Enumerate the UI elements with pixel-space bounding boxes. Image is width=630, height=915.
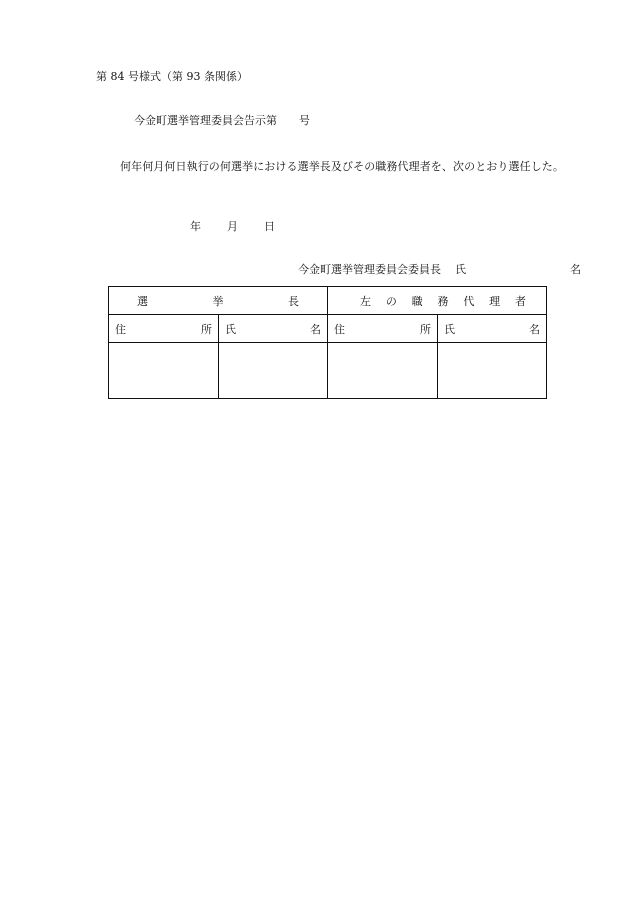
signer-name-2: 名 — [570, 263, 581, 276]
date-year: 年 — [190, 220, 201, 233]
group-header-row — [109, 287, 547, 315]
date-line — [190, 221, 275, 232]
appointment-table — [108, 286, 547, 399]
column-header-chief-name: 氏 名 — [219, 315, 328, 343]
chief-name-cell — [219, 343, 328, 399]
date-month: 月 — [227, 220, 238, 233]
deputy-address-cell — [328, 343, 438, 399]
column-header-deputy-name: 氏 名 — [438, 315, 547, 343]
form-number: 第 84 号様式（第 93 条関係） — [96, 70, 248, 83]
group-header-deputy: 左 の 職 務 代 理 者 — [328, 287, 547, 315]
column-header-chief-address: 住 所 — [109, 315, 219, 343]
signer-title: 今金町選挙管理委員会委員長 — [298, 263, 441, 276]
notice-title-prefix: 今金町選挙管理委員会告示第 — [134, 114, 277, 127]
column-header-row — [109, 315, 547, 343]
column-header-deputy-address: 住 所 — [328, 315, 438, 343]
table-row — [109, 343, 547, 399]
chief-address-cell — [109, 343, 219, 399]
notice-title — [134, 115, 310, 126]
deputy-name-cell — [438, 343, 547, 399]
body-text: 何年何月何日執行の何選挙における選挙長及びその職務代理者を、次のとおり選任した。 — [120, 160, 564, 173]
date-day: 日 — [264, 220, 275, 233]
signer-line — [298, 264, 581, 275]
signer-name-1: 氏 — [455, 263, 466, 276]
group-header-election-chief: 選 挙 長 — [109, 287, 328, 315]
notice-title-suffix: 号 — [299, 114, 310, 127]
